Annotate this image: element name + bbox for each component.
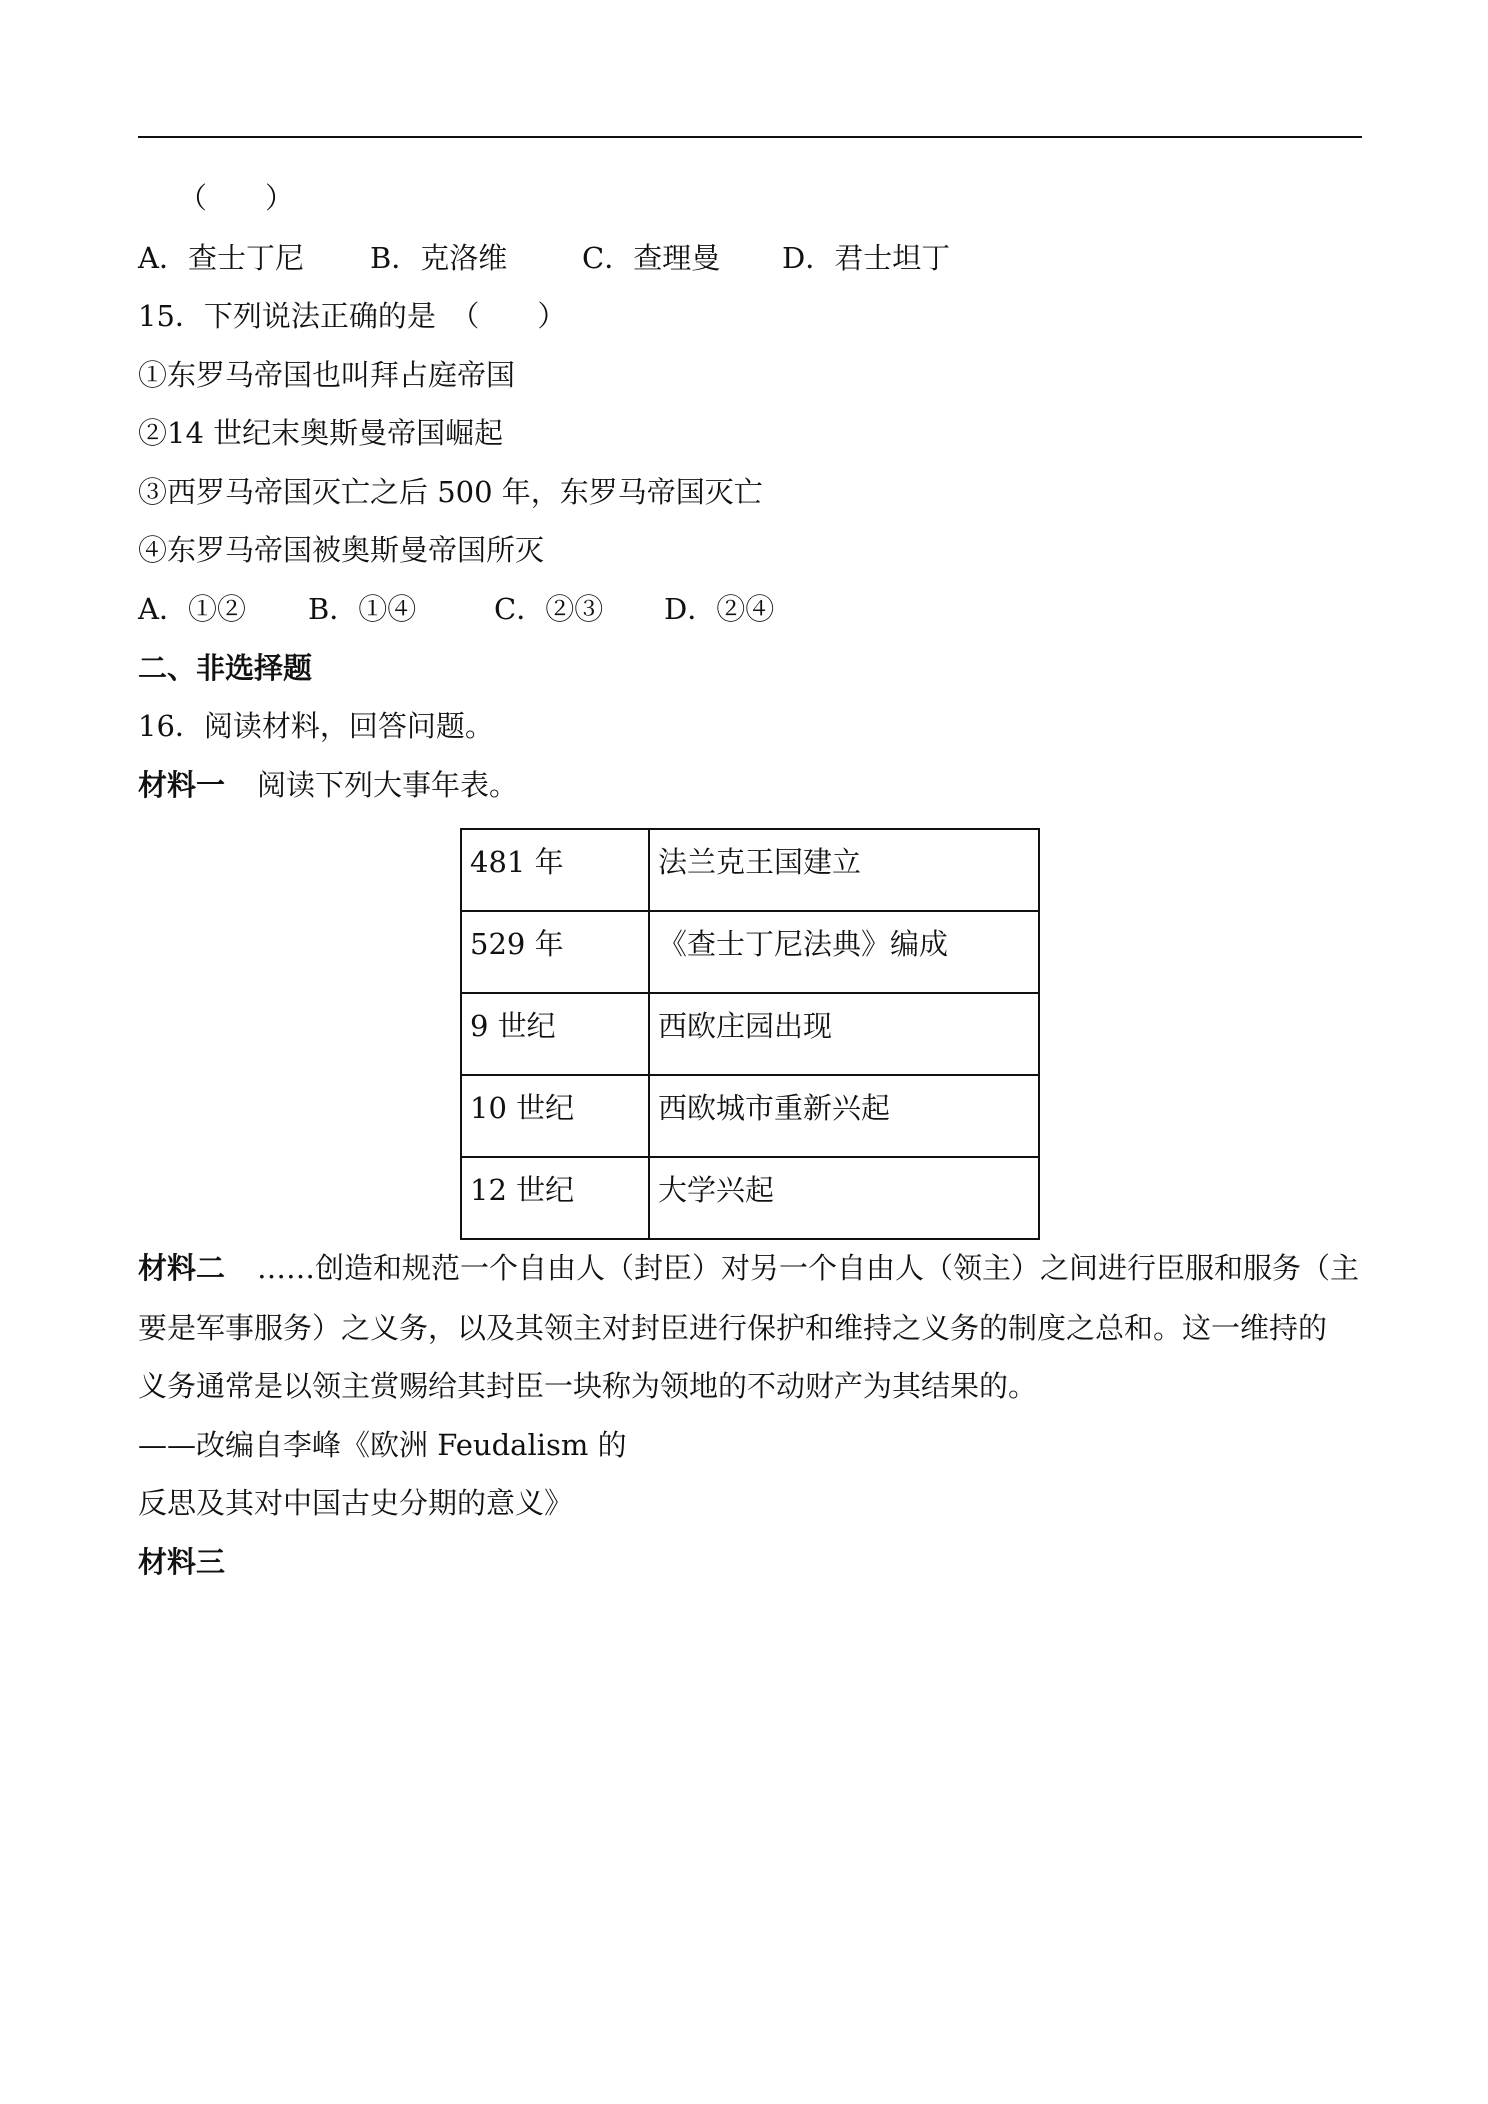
q15-option-c: C．②③ [494, 592, 604, 626]
material-2-line-2: 要是军事服务）之义务，以及其领主对封臣进行保护和维持之义务的制度之总和。这一维持的 [138, 1311, 1328, 1345]
table-cell-date: 481 年 [461, 829, 649, 911]
table-cell-event: 《查士丁尼法典》编成 [649, 911, 1039, 993]
q14-option-d: D．君士坦丁 [782, 241, 951, 275]
section-2-heading: 二、非选择题 [138, 651, 313, 685]
q16-stem: 16．阅读材料，回答问题。 [138, 709, 494, 743]
material-2-label: 材料二 [138, 1251, 226, 1285]
table-row [461, 1157, 1039, 1239]
q15-statement-3: ③西罗马帝国灭亡之后 500 年，东罗马帝国灭亡 [138, 475, 763, 509]
material-1-intro [138, 767, 518, 803]
q15-option-a: A．①② [138, 592, 246, 626]
material-2-line-3: 义务通常是以领主赏赐给其封臣一块称为领地的不动财产为其结果的。 [138, 1369, 1038, 1403]
q14-answer-blank: （ ） [178, 181, 295, 215]
table-row [461, 911, 1039, 993]
q15-stem: 15．下列说法正确的是 （ ） [138, 299, 567, 333]
q15-option-d: D．②④ [664, 592, 775, 626]
q15-statement-2: ②14 世纪末奥斯曼帝国崛起 [138, 416, 504, 450]
q14-option-b: B．克洛维 [370, 241, 508, 275]
q14-options [138, 240, 950, 276]
q15-statement-1: ①东罗马帝国也叫拜占庭帝国 [138, 358, 516, 392]
material-2-source-2: 反思及其对中国古史分期的意义》 [138, 1486, 574, 1520]
table-cell-date: 10 世纪 [461, 1075, 649, 1157]
material-2-source-1: ——改编自李峰《欧洲 Feudalism 的 [138, 1428, 627, 1462]
header-rule [138, 136, 1362, 138]
material-2-line-1 [138, 1250, 1359, 1286]
table-cell-event: 西欧城市重新兴起 [649, 1075, 1039, 1157]
table-row [461, 1075, 1039, 1157]
q15-option-b: B．①④ [308, 592, 417, 626]
q15-statement-4: ④东罗马帝国被奥斯曼帝国所灭 [138, 533, 545, 567]
table-cell-date: 9 世纪 [461, 993, 649, 1075]
material-2-text-1: ……创造和规范一个自由人（封臣）对另一个自由人（领主）之间进行臣服和服务（主 [257, 1251, 1360, 1285]
q15-options [138, 591, 774, 627]
table-cell-event: 法兰克王国建立 [649, 829, 1039, 911]
table-cell-event: 西欧庄园出现 [649, 993, 1039, 1075]
table-row [461, 829, 1039, 911]
table-cell-date: 12 世纪 [461, 1157, 649, 1239]
events-timeline-table [460, 828, 1040, 1240]
table-cell-date: 529 年 [461, 911, 649, 993]
material-1-label: 材料一 [138, 768, 226, 802]
q14-option-a: A．查士丁尼 [138, 241, 304, 275]
material-1-text: 阅读下列大事年表。 [257, 768, 519, 802]
material-3-label: 材料三 [138, 1545, 226, 1579]
q14-option-c: C．查理曼 [582, 241, 721, 275]
table-row [461, 993, 1039, 1075]
table-cell-event: 大学兴起 [649, 1157, 1039, 1239]
